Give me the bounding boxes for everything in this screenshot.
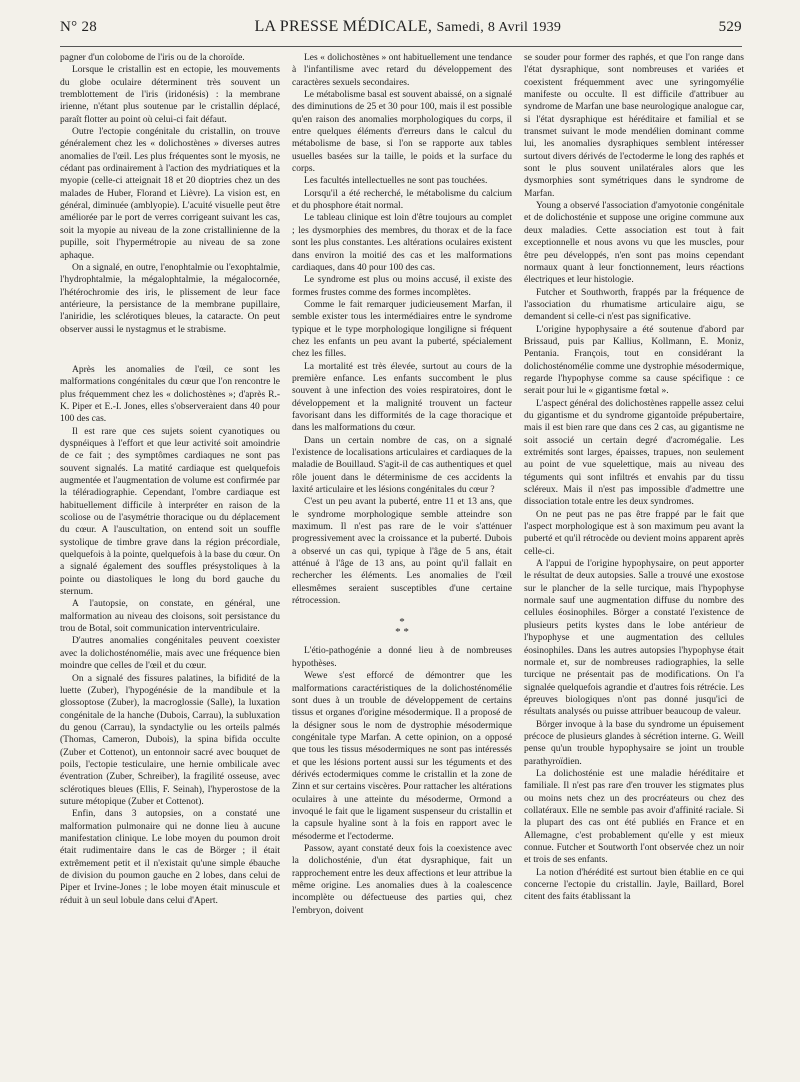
running-title: [254, 18, 561, 36]
paragraph: Young a observé l'association d'amyotonie congénitale et de dolichosténie et suppose une origine commune aux deux maladies. Cette association est tout à fait exceptionnelle et nous avons vu que les muscles, pour être peu développés, n'en sont pas moins cependant normaux quant à leur fonctionnement, leurs réactions électriques et leur histologie.: [524, 201, 744, 286]
section-separator: [292, 617, 512, 637]
paragraph: Wewe s'est efforcé de démontrer que les malformations caractéristiques de la dolichosténomélie sont dues à un trouble de développement de certains tissus et organes d'origine mésodermique. Il a proposé de la désigner sous le nom de dystrophie mésodermique congénitale type Marfan. A cette opinion, on a opposé que tous les tissus mésodermiques ne sont pas intéressés et que les lésions portent aussi sur les téguments et des dérivés ectodermiques comme le cristallin et la zone de Zinn et sur certains viscères. Pour rattacher les altérations oculaires à une atteinte du mésoderme, Ormond a invoqué le fait que le ligament suspenseur du cristallin et la capsule hyaline sont à la fois en rapport avec le mésoderme et l'ectoderme.: [292, 671, 512, 842]
paragraph: A l'appui de l'origine hypophysaire, on peut apporter le résultat de deux autopsies. Salle a trouvé une exostose sur le plancher de la selle turcique, mais l'hypophyse normale sauf une augmentation diffuse du nombre des cellules éosinophiles. Börger a constaté l'existence de plusieurs petits kystes dans le lobe antérieur de l'hypophyse et une augmentation des cellules éosinophiles. Dans les autres autopsies l'hypophyse était normale et, sur de nombreuses radiographies, la selle turcique ne présentait pas de modifications. On l'a signalée quelquefois agrandie et d'autres fois rétrécie. Les épreuves biologiques n'ont pas donné jusqu'ici de résultats analysés ou puisse attribuer beaucoup de valeur.: [524, 559, 744, 718]
paragraph: On a signalé des fissures palatines, la bifidité de la luette (Zuber), l'hypogénésie de la mandibule et la glossoptose (Zuber), la macroglossie (Salle), la luxation congénitale de la hanche (Dubois, Carrau), la subluxation du genou (Carrau), la syndactylie ou les orteils palmés (Thomas, Cameron, Dubois), la spina bifida occulte (Zuber et Cottenot), un entonnoir sacré avec bouquet de poils, l'ectopie testiculaire, une hernie ombilicale avec éventration (Zuber, Schreiber), la fragilité osseuse, avec sclérotiques bleues (Ellis, F. Seinah), l'hyperostose de la suture métopique (Zuber et Cottenot).: [60, 673, 280, 807]
separator-star: *: [403, 626, 409, 639]
paragraph: A l'autopsie, on constate, en général, une malformation au niveau des cloisons, soit persistance du trou de Botal, soit communication interventriculaire.: [60, 599, 280, 635]
paragraph: Le syndrome est plus ou moins accusé, il existe des formes frustes comme des formes incomplètes.: [292, 275, 512, 298]
journal-name: LA PRESSE MÉDICALE,: [254, 18, 433, 35]
paragraph: pagner d'un colobome de l'iris ou de la choroïde.: [60, 53, 245, 63]
paragraph: D'autres anomalies congénitales peuvent coexister avec la dolichosténomélie, mais avec une fréquence bien moindre que celles de l'œil et du cœur.: [60, 636, 280, 672]
paragraph: Après les anomalies de l'œil, ce sont les malformations congénitales du cœur que l'on rencontre le plus fréquemment chez les « dolichostènes »; d'après R.-K. Piper et E.-I. Jones, elles s'observeraient dans 40 pour 100 des cas.: [60, 364, 280, 425]
issue-date: Samedi, 8 Avril 1939: [436, 20, 562, 35]
paragraph: On a signalé, en outre, l'enophtalmie ou l'exophtalmie, l'hydrophtalmie, la mégalophtalmie, la mégalocornée, l'hétérochromie des iris, le plissement de leur face antérieure, la persistance de la membrane pupillaire, l'aniridie, les sclérotiques bleues, la cataracte. On peut observer aussi le nystagmus et le strabisme.: [60, 262, 280, 335]
paragraph: Outre l'ectopie congénitale du cristallin, on trouve généralement chez les « dolichostènes » diverses autres anomalies de l'œil. Les plus fréquentes sont le myosis, ne cédant pas ordinairement à l'action des mydriatiques et la myopie (celle-ci atteignait 18 et 20 dioptries chez un des malades de Huber, Florand et Lièvre). La vision est, en général, diminuée (amblyopie). L'acuité visuelle peut être améliorée par le port de verres corrigeant suivant les cas, soit la myopie au niveau de la zone cristallinienne de la pupille, soit l'hypermétropie au niveau de sa zone aphaque.: [60, 127, 280, 261]
text-column-1: [60, 52, 280, 1067]
page-number: 529: [718, 19, 742, 35]
paragraph: L'origine hypophysaire a été soutenue d'abord par Brissaud, puis par Kallius, Kollmann, E. Moniz, Pentania. François, tout en considérant la dolichosténomélie comme une dystrophie mésodermique, regarde l'hypophyse comme sa cause spécifique : ce serait pour lui le « gigantisme fœtal ».: [524, 324, 744, 397]
paragraph: Lorsque le cristallin est en ectopie, les mouvements du globe oculaire déterminent très souvent un tremblottement de l'iris (iridonésis) : la membrane irienne, n'étant plus soutenue par le cristallin déplacé, paraît flotter au point où celui-ci fait défaut.: [60, 65, 280, 125]
paragraph: Les « dolichostènes » ont habituellement une tendance à l'infantilisme avec retard du développement des caractères sexuels secondaires.: [292, 53, 512, 88]
paragraph: Le tableau clinique est loin d'être toujours au complet ; les dysmorphies des membres, du thorax et de la face sont les plus constantes. Les altérations oculaires existent dans environ la moitié des cas et les malformations cardiaques, dans 40 pour 100 des cas.: [292, 213, 512, 273]
separator-star: *: [395, 626, 401, 639]
paragraph: se souder pour former des raphés, et que l'on range dans l'état dysraphique, sont nombreuses et variées et coexistent fréquemment avec une syringomyélie manifeste ou occulte. Il est difficile d'attribuer au syndrome de Marfan une base neurologique analogue car, si l'état dysraphique est héréditaire et familial et se transmet suivant le mode mendélien dominant comme lui, les anomalies dysraphiques semblent intéresser surtout divers dérivés de l'ectoderme le long des raphés et sont le plus souvent unilatérales alors que les dysmorphies sont symétriques dans le syndrome de Marfan.: [524, 53, 744, 199]
text-column-3: [524, 52, 744, 1067]
paragraph: L'aspect général des dolichostènes rappelle assez celui du gigantisme et du syndrome gigantoïde prépubertaire, mais il est bien rare que dans ces 2 cas, au gigantisme ne soit associé un certain degré d'acromégalie. Les extrémités sont larges, épaisses, trapues, non seulement au point de vue squelettique, mais au niveau des téguments qui sont infiltrés et envahis par du tissu scléreux. Mais il n'est pas impossible d'admettre une dissociation totale entre les deux syndromes.: [524, 398, 744, 508]
issue-number: N° 28: [60, 19, 98, 35]
paragraph: Futcher et Southworth, frappés par la fréquence de l'association du rhumatisme articulaire aigu, se demandent si celle-ci n'est pas significative.: [524, 287, 744, 323]
paragraph: Les facultés intellectuelles ne sont pas touchées.: [304, 176, 488, 187]
paragraph: La notion d'hérédité est surtout bien établie en ce qui concerne l'ectopie du cristallin. Jayle, Baillard, Borel citent des faits établissant la: [524, 867, 744, 903]
paragraph: Comme le fait remarquer judicieusement Marfan, il semble exister tous les intermédiaires entre le syndrome typique et le type morphologique longiligne si fréquent chez les enfants un peu avant la puberté, spécialement chez les filles.: [292, 299, 512, 360]
paragraph: La dolichosténie est une maladie héréditaire et familiale. Il n'est pas rare d'en trouver les stigmates plus ou moins nets chez un des procréateurs ou chez des collatéraux. Elle ne semble pas avoir d'affinité raciale. Si la plupart des cas ont été publiés en France et en Allemagne, c'est probablement qu'elle y est mieux connue. Futcher et Soutworth l'ont observée chez un noir et trois de ses enfants.: [524, 768, 744, 866]
paragraph: Passow, ayant constaté deux fois la coexistence avec la dolichosténie, d'un état dysraphique, fait un rapprochement entre les deux affections et leur attribue la même origine. Les anomalies dues à la coalescence incomplète ou défectueuse des parties qui, chez l'embryon, doivent: [292, 843, 512, 916]
header-rule: [60, 46, 742, 47]
paragraph: C'est un peu avant la puberté, entre 11 et 13 ans, que le syndrome morphologique semble atteindre son maximum. Il n'est pas rare de le voir s'atténuer progressivement avec la croissance et la puberté. Dubois a observé un cas qui, typique à l'âge de 5 ans, était atténué à l'âge de 13 ans, au point qu'il fallait en rechercher les éléments. Les anomalies de l'œil ellesmêmes seraient susceptibles d'une certaine rétrocession.: [292, 497, 512, 607]
separator-star: *: [399, 616, 405, 629]
paragraph: Börger invoque à la base du syndrome un épuisement précoce de plusieurs glandes à sécrétion interne. G. Weill pense qu'un trouble hypophysaire se joint un trouble parathyroïdien.: [524, 719, 744, 767]
paragraph: Le métabolisme basal est souvent abaissé, on a signalé des diminutions de 25 et 30 pour 100, mais il est possible qu'en raison des anomalies morphologiques du corps, il entre quelques éléments d'erreurs dans le calcul du métabolisme de base, si l'on se rapporte aux tables usuelles basées sur la taille, le poids et la surface du corps.: [292, 90, 512, 175]
paragraph: Il est rare que ces sujets soient cyanotiques ou dyspnéiques à l'effort et que leur activité soit amoindrie de ce fait ; des symptômes cardiaques ne sont pas souvent signalés. La matité cardiaque est quelquefois augmentée et l'augmentation de volume est confirmée par la téléradiographie. Cependant, l'ombre cardiaque est habituellement difficile à interpréter en raison de la scoliose ou de l'asymétrie thoracique ou du déplacement du cœur. A l'auscultation, on entend soit un souffle systolique de timbre grave dans la région précordiale, quelquefois à la pointe, quelquefois à la base du cœur. On a signalé également des souffles présystoliques à la pointe ou diastoliques le long du bord gauche du sternum.: [60, 426, 280, 598]
text-column-2: [292, 52, 512, 1067]
paragraph: L'étio-pathogénie a donné lieu à de nombreuses hypothèses.: [292, 646, 512, 669]
paragraph: La mortalité est très élevée, surtout au cours de la première enfance. Les enfants succombent le plus souvent à une infection des voies respiratoires, dont le développement et la malignité trouvent un facteur favorisant dans les difformités de la cage thoracique et dans les malformations du cœur.: [292, 361, 512, 434]
paragraph: Dans un certain nombre de cas, on a signalé l'existence de localisations articulaires et cardiaques de la maladie de Bouillaud. S'agit-il de cas authentiques et quel rôle jouent dans le déterminisme de ces accidents la laxité articulaire et les lésions congénitales du cœur ?: [292, 435, 512, 496]
paragraph: Lorsqu'il a été recherché, le métabolisme du calcium et du phosphore était normal.: [292, 188, 512, 212]
separator-stars-row: [292, 627, 512, 637]
page-header: [60, 18, 742, 44]
paragraph: Enfin, dans 3 autopsies, on a constaté une malformation pulmonaire qui ne donne lieu à aucune manifestation clinique. Le lobe moyen du poumon droit était rudimentaire dans le cas de Börger ; il était extrêmement petit et il n'existait qu'une simple ébauche de division du poumon gauche en 2 lobes, dans celui de Piper et Irvine-Jones ; le lobe moyen était minuscule et réduit à un seul lobule dans celui d'Apert.: [60, 809, 280, 906]
paragraph: On ne peut pas ne pas être frappé par le fait que l'aspect morphologique est à son maximum peu avant la puberté et qu'il rétrocède ou devient moins apparent après celle-ci.: [524, 509, 744, 557]
